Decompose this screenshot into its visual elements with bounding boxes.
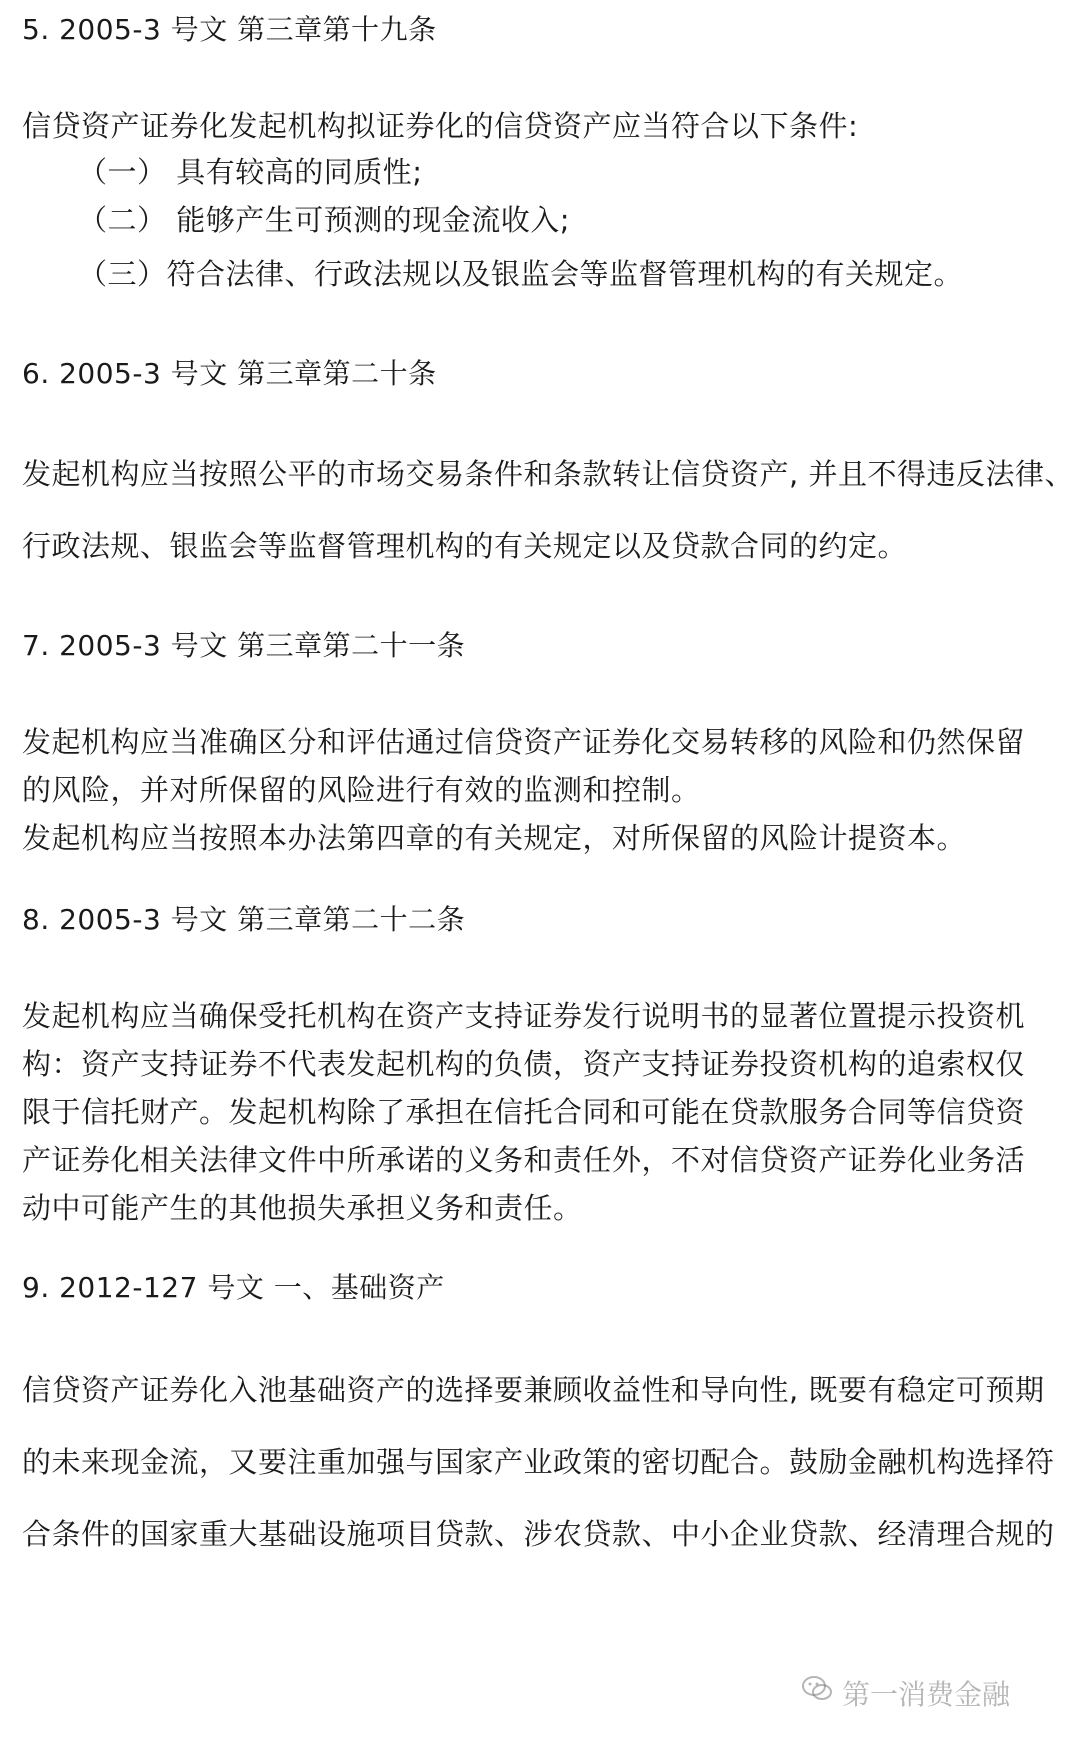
wechat-icon: [800, 1672, 834, 1713]
section-8-line-1: 发起机构应当确保受托机构在资产支持证券发行说明书的显著位置提示投资机: [22, 999, 1026, 1033]
section-5-line-2: （一） 具有较高的同质性;: [78, 155, 423, 189]
section-5-heading: 5. 2005-3 号文 第三章第十九条: [22, 13, 437, 46]
section-7-heading: 7. 2005-3 号文 第三章第二十一条: [22, 629, 466, 662]
section-7-line-1: 发起机构应当准确区分和评估通过信贷资产证券化交易转移的风险和仍然保留: [22, 725, 1026, 759]
section-6-line-2: 行政法规、银监会等监督管理机构的有关规定以及贷款合同的约定。: [22, 529, 908, 563]
watermark: [800, 1672, 1010, 1713]
section-9-heading: 9. 2012-127 号文 一、基础资产: [22, 1271, 445, 1304]
section-5-line-4: （三）符合法律、行政法规以及银监会等监督管理机构的有关规定。: [78, 257, 964, 291]
section-5-line-3: （二） 能够产生可预测的现金流收入;: [78, 203, 570, 237]
section-9-line-1: 信贷资产证券化入池基础资产的选择要兼顾收益性和导向性, 既要有稳定可预期: [22, 1373, 1045, 1407]
section-9-line-2: 的未来现金流，又要注重加强与国家产业政策的密切配合。鼓励金融机构选择符: [22, 1445, 1055, 1479]
section-8-heading: 8. 2005-3 号文 第三章第二十二条: [22, 903, 466, 936]
section-8-line-5: 动中可能产生的其他损失承担义务和责任。: [22, 1191, 583, 1225]
section-6-heading: 6. 2005-3 号文 第三章第二十条: [22, 357, 437, 390]
section-8-line-4: 产证券化相关法律文件中所承诺的义务和责任外，不对信贷资产证券化业务活: [22, 1143, 1026, 1177]
watermark-text: 第一消费金融: [841, 1677, 1010, 1711]
section-5-line-1: 信贷资产证券化发起机构拟证券化的信贷资产应当符合以下条件:: [22, 109, 859, 143]
section-8-line-3: 限于信托财产。发起机构除了承担在信托合同和可能在贷款服务合同等信贷资: [22, 1095, 1026, 1129]
section-6-line-1: 发起机构应当按照公平的市场交易条件和条款转让信贷资产, 并且不得违反法律、: [22, 457, 1074, 491]
section-8-line-2: 构：资产支持证券不代表发起机构的负债，资产支持证券投资机构的追索权仅: [22, 1047, 1026, 1081]
section-7-line-2: 的风险，并对所保留的风险进行有效的监测和控制。: [22, 773, 701, 807]
section-9-line-3: 合条件的国家重大基础设施项目贷款、涉农贷款、中小企业贷款、经清理合规的: [22, 1517, 1055, 1551]
section-7-line-3: 发起机构应当按照本办法第四章的有关规定，对所保留的风险计提资本。: [22, 821, 967, 855]
